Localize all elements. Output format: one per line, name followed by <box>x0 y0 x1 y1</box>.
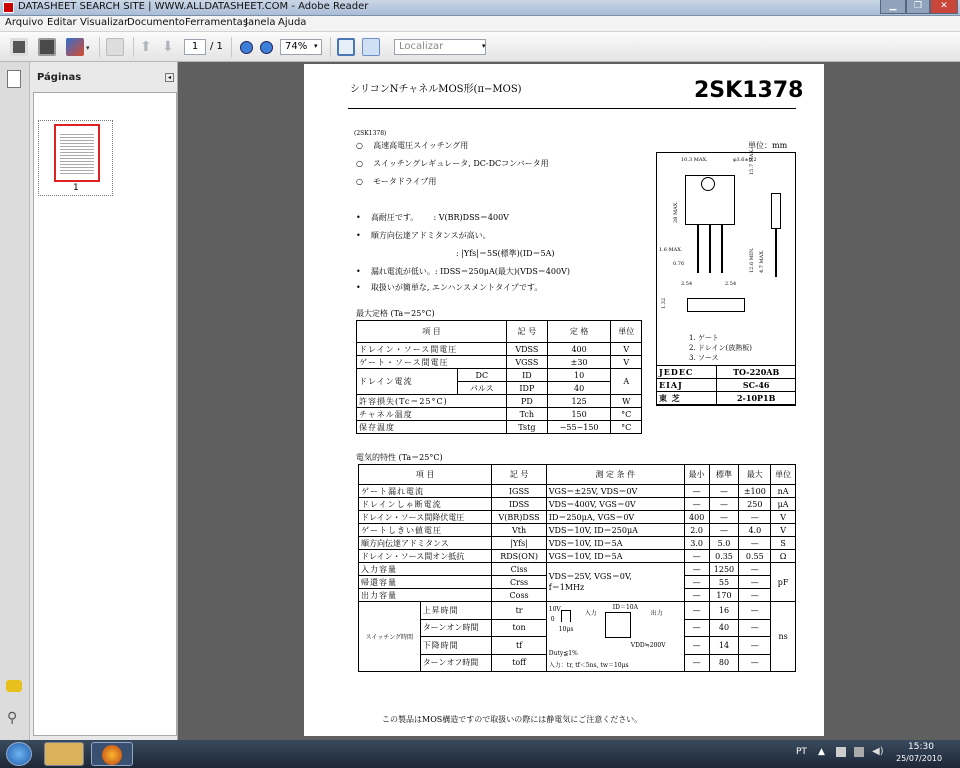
table-row: 保存温度 Tstg −55~150 °C <box>357 421 642 434</box>
restore-button[interactable]: ❐ <box>906 0 930 14</box>
menu-editar[interactable]: Editar <box>47 17 77 28</box>
table-row: ゲート漏れ電流 IGSS VGS＝±25V, VDS＝0V — — ±100 nA <box>359 485 796 498</box>
toolbar-separator <box>133 37 134 57</box>
close-button[interactable]: ✕ <box>930 0 958 14</box>
app-item: ○ モータドライブ用 <box>356 177 437 186</box>
table-row: 下降時間 tf — 14 — <box>359 637 796 655</box>
table-row: パルス IDP 40 <box>357 382 642 395</box>
print-icon[interactable] <box>10 38 28 56</box>
save-icon[interactable] <box>38 38 56 56</box>
max-ratings-table: 項 目 記 号 定 格 単位 ドレイン・ソース間電圧 VDSS 400 V ゲート・ソース間電圧 VGSS ±30 V ドレイン電流 DC ID 10 A パルス IDP 40 許容損失(Tc＝25°C) PD 125 W チャネル温度 Tch 150 °C 保存温度 Tstg −55~150 °C <box>356 320 642 434</box>
menu-visualizar[interactable]: Visualizar <box>80 17 129 28</box>
page-thumbnail-frame[interactable] <box>38 120 113 196</box>
pages-icon[interactable] <box>7 70 21 88</box>
feature-item: • 取扱いが簡単な, エンハンスメントタイプです。 <box>356 283 543 292</box>
action-center-icon[interactable] <box>836 747 846 757</box>
window-title: DATASHEET SEARCH SITE | WWW.ALLDATASHEET.COM - Adobe Reader <box>18 1 369 12</box>
clock-time[interactable]: 15:30 <box>908 742 934 752</box>
zoom-select[interactable]: 74% <box>280 39 322 55</box>
mosfet-symbol <box>605 612 631 638</box>
menu-bar <box>0 16 960 32</box>
minimize-button[interactable]: ▁ <box>880 0 906 14</box>
start-button[interactable] <box>6 742 32 766</box>
toolbar-separator <box>99 37 100 57</box>
clock-date[interactable]: 25/07/2010 <box>896 754 943 763</box>
title-bar <box>0 0 960 16</box>
zoom-in-icon[interactable] <box>260 41 273 54</box>
tray-expand-icon[interactable]: ▲ <box>818 747 825 757</box>
table-row: ゲートしきい値電圧 Vth VDS＝10V, ID＝250μA 2.0 — 4.0 V <box>359 524 796 537</box>
feature-item: : |Yfs|＝5S(標準)(ID＝5A) <box>456 249 555 258</box>
comment-icon[interactable] <box>106 38 124 56</box>
menu-ferramentas[interactable]: Ferramentas <box>185 17 249 28</box>
table-row: 出力容量 Coss — 170 — <box>359 589 796 602</box>
bottom-view <box>687 298 745 312</box>
table-row: ターンオン時間 ton — 40 — <box>359 619 796 637</box>
fit-width-icon[interactable] <box>362 38 380 56</box>
explorer-taskbar-icon[interactable] <box>44 742 84 766</box>
search-input[interactable]: Localizar <box>394 39 486 55</box>
elec-table: 項 目 記 号 測 定 条 件 最小 標準 最大 単位 ゲート漏れ電流 IGSS VGS＝±25V, VDS＝0V — — ±100 nA ドレインしゃ断電流 IDSS VDS＝400V, VGS＝0V — — 250 μA ドレイン・ソース間降伏電圧 V(BR)DSS ID＝250μA, VGS＝0V 400 — — V ゲートしきい値電圧 Vth VDS＝10V, ID＝250μA 2.0 — 4.0 V 順方向伝達アドミタンス |Yfs| VDS＝10V, ID＝5A 3.0 5.0 — S ドレイン・ソース間オン抵抗 RDS(ON) VGS＝10V, ID＝5A — 0.35 0.55 Ω 入力容量 Ciss VDS＝25V, VGS＝0V, f＝1MHz — 1250 — pF 帰還容量 Crss — 55 — 出力容量 Coss — 170 — スイッチング時間 上昇時間 tr 10V 0 10μs 入力 ID＝10A 出力 VDD≒200V Duty≦1% 入力：tr, tf＜5ns, tw＝10μs — 16 — ns ターンオン時間 ton — 40 — 下降時間 tf — 14 — ターンオフ時間 toff — 80 — <box>358 464 796 672</box>
next-page-icon[interactable]: ⬇ <box>162 39 174 55</box>
thumbnail-label: 1 <box>73 183 79 193</box>
toolbar-separator <box>330 37 331 57</box>
feature-item: • 漏れ電流が低い。: IDSS＝250μA(最大)(VDS＝400V) <box>356 267 570 276</box>
small-part: (2SK1378) <box>354 130 387 137</box>
table-row: ドレイン電流 DC ID 10 A <box>357 369 642 382</box>
page-thumbnail[interactable] <box>54 124 100 182</box>
volume-icon[interactable]: ◀) <box>872 746 884 757</box>
table-row: スイッチング時間 上昇時間 tr 10V 0 10μs 入力 ID＝10A 出力 VDD≒200V Duty≦1% 入力：tr, tf＜5ns, tw＝10μs — 16 — ns <box>359 602 796 620</box>
table-row: 帰還容量 Crss — 55 — <box>359 576 796 589</box>
app-icon <box>3 2 14 13</box>
app-item: ○ スイッチングレギュレータ, DC-DCコンバータ用 <box>356 159 549 168</box>
mounting-hole-icon <box>701 177 715 191</box>
firefox-taskbar-button[interactable] <box>91 742 133 766</box>
feature-item: • 高耐圧です。 : V(BR)DSS＝400V <box>356 213 509 222</box>
comments-icon[interactable] <box>6 680 22 692</box>
page-number-input[interactable]: 1 <box>184 39 206 55</box>
chevron-down-icon[interactable]: ▾ <box>86 44 90 52</box>
chevron-down-icon[interactable]: ▾ <box>482 42 486 50</box>
table-row: 許容損失(Tc＝25°C) PD 125 W <box>357 395 642 408</box>
firefox-icon <box>102 745 122 765</box>
network-icon[interactable] <box>854 747 864 757</box>
toolbar <box>0 32 960 62</box>
package-drawing: 10.3 MAX. φ3.6±0.2 15.7 MAX. 28 MAX. 1.6 MAX. 0.76 12.6 MIN. 2.54 2.54 4.7 MAX. 1.32 1. ゲート 2. ドレイン(放熱板) 3. ソース JEDEC TO-220AB EIAJ SC-46 東 芝 2-10P1B <box>656 152 796 406</box>
panel-title: Páginas <box>37 72 82 83</box>
feature-item: • 順方向伝達アドミタンスが高い。 <box>356 231 491 240</box>
pdf-page <box>304 64 824 736</box>
prev-page-icon[interactable]: ⬆ <box>140 39 152 55</box>
menu-janela[interactable]: Janela <box>245 17 276 28</box>
doc-header-left: シリコンNチャネルMOS形(π−MOS) <box>350 84 522 95</box>
table-row: ドレイン・ソース間降伏電圧 V(BR)DSS ID＝250μA, VGS＝0V 400 — — V <box>359 511 796 524</box>
table-row: 順方向伝達アドミタンス |Yfs| VDS＝10V, ID＝5A 3.0 5.0 — S <box>359 537 796 550</box>
collapse-panel-icon[interactable]: ◂ <box>165 73 174 82</box>
email-icon[interactable] <box>66 38 84 56</box>
page-total: / 1 <box>210 41 223 52</box>
switching-circuit: 10V 0 10μs 入力 ID＝10A 出力 VDD≒200V Duty≦1% 入力：tr, tf＜5ns, tw＝10μs <box>546 602 684 672</box>
panel-tabs <box>0 62 30 740</box>
zoom-out-icon[interactable] <box>240 41 253 54</box>
unit-label: 単位：mm <box>748 141 788 150</box>
app-item: ○ 高速高電圧スイッチング用 <box>356 141 469 150</box>
taskbar <box>0 740 960 768</box>
part-number: 2SK1378 <box>694 78 804 103</box>
max-ratings-title: 最大定格 (Ta＝25°C) <box>356 309 435 318</box>
doc-footer: この製品はMOS構造ですので取扱いの際には静電気にご注意ください。 <box>382 715 643 724</box>
table-row: ドレインしゃ断電流 IDSS VDS＝400V, VGS＝0V — — 250 μA <box>359 498 796 511</box>
language-indicator[interactable]: PT <box>796 747 807 757</box>
fit-page-icon[interactable] <box>337 38 355 56</box>
menu-documento[interactable]: Documento <box>127 17 185 28</box>
table-row: ゲート・ソース間電圧 VGSS ±30 V <box>357 356 642 369</box>
side-view <box>771 193 781 229</box>
table-row: チャネル温度 Tch 150 °C <box>357 408 642 421</box>
toolbar-separator <box>231 37 232 57</box>
elec-title: 電気的特性 (Ta＝25°C) <box>356 453 443 462</box>
table-row: ドレイン・ソース間オン抵抗 RDS(ON) VGS＝10V, ID＝5A — 0.35 0.55 Ω <box>359 550 796 563</box>
attachment-icon[interactable]: ⚲ <box>7 710 18 726</box>
chevron-down-icon[interactable]: ▾ <box>314 42 318 50</box>
table-row: 入力容量 Ciss VDS＝25V, VGS＝0V, f＝1MHz — 1250 — pF <box>359 563 796 576</box>
menu-ajuda[interactable]: Ajuda <box>278 17 307 28</box>
table-row: ターンオフ時間 toff — 80 — <box>359 654 796 672</box>
menu-arquivo[interactable]: Arquivo <box>5 17 44 28</box>
package-table: JEDEC TO-220AB EIAJ SC-46 東 芝 2-10P1B <box>656 365 796 405</box>
table-row: ドレイン・ソース間電圧 VDSS 400 V <box>357 343 642 356</box>
